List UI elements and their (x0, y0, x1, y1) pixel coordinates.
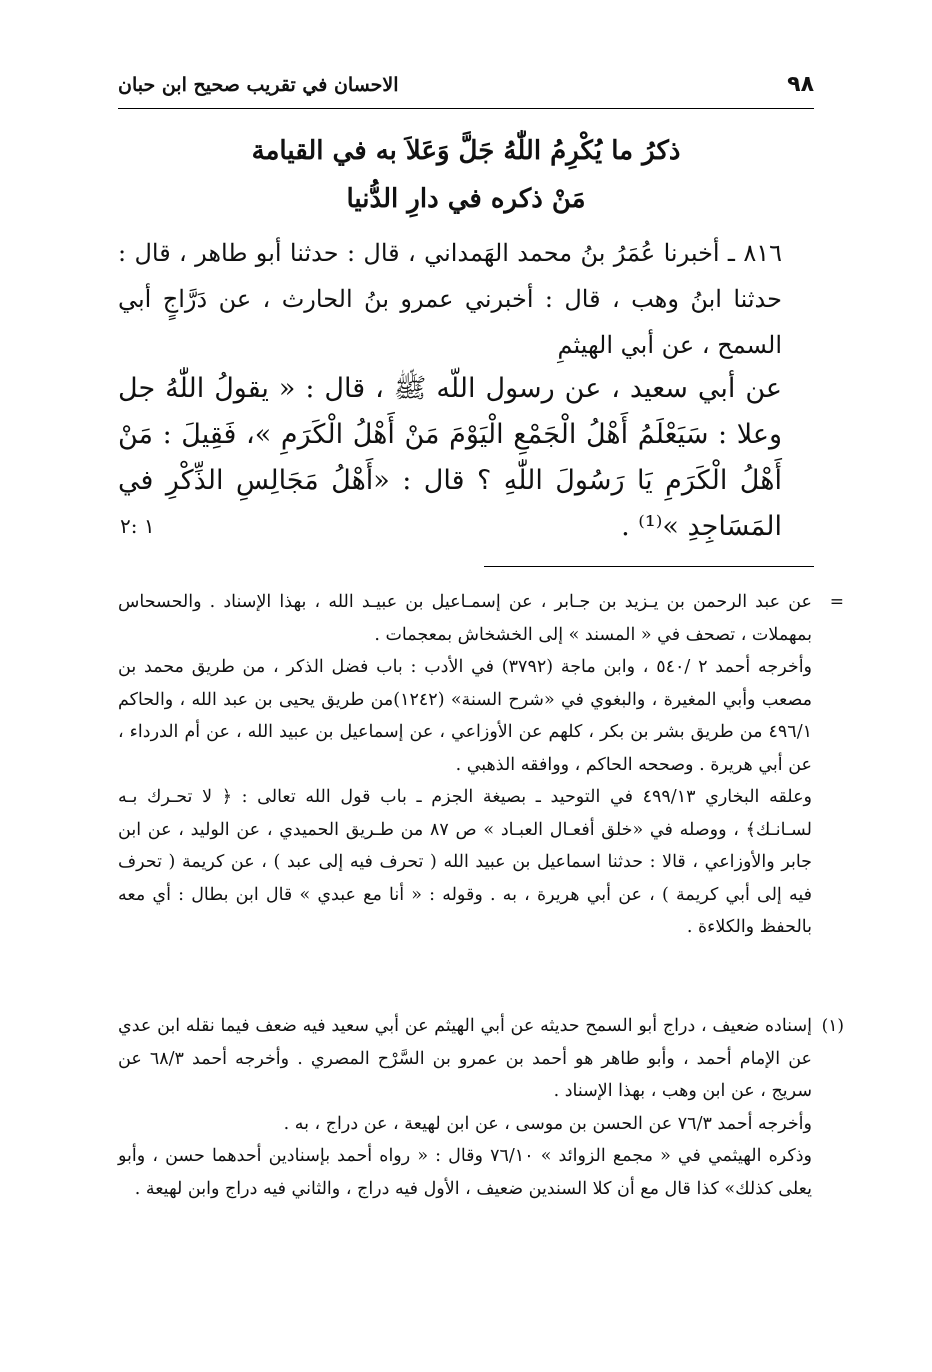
running-title: الاحسان في تقريب صحيح ابن حبان (118, 74, 399, 96)
chapter-title-line-1: ذكرُ ما يُكْرِمُ اللّٰهُ جَلَّ وَعَلاَ به في القيامة (251, 136, 681, 166)
footnote-1-marker: (١) (821, 1016, 844, 1036)
footnote-paragraph: وعلقه البخاري ٤٩٩/١٣ في التوحيد ـ بصيغة الجزم ـ باب قول الله تعالى : ﴿ لا تحـرك بـه لسـانـك﴾ ، ووصله في «خلق أفعـال العبـاد » ص ٨٧ من طـريق الحميدي ، عن الوليد ، عن ابن جابر والأوزاعي ، قالا : حدثنا اسماعيل بن عبيد الله ( تحرف فيه إلى عبد ) ، عن كريمة ( تحرف فيه إلى أبي كريمة ) ، عن أبي هريرة ، به . وقوله : « أنا مع عبدي » قال ابن بطال : أي معه بالحفظ والكلاءة . (118, 787, 813, 937)
footnote-paragraph: إسناده ضعيف ، دراج أبو السمح حديثه عن أبي الهيثم عن أبي سعيد فيه ضعف فيما نقله ابن عدي عن الإمام أحمد ، وأبو طاهر هو أحمد بن عمرو بن السَّرْح المصري . وأخرجه أحمد ٦٨/٣ عن سريج ، عن ابن وهب ، بهذا الإسناد . (118, 1016, 812, 1101)
hadith-text: عن أبي سعيد ، عن رسول اللّه ﷺ ، قال : « يقولُ اللّٰهُ جل وعلا : سَيَعْلَمُ أَهْلُ الْجَمْعِ الْيَوْمَ مَنْ أَهْلُ الْكَرَمِ »، فَقِيلَ : مَنْ أَهْلُ الْكَرَمِ يَا رَسُولَ اللّٰهِ ؟ قال : «أَهْلُ مَجَالِسِ الذِّكْرِ في المَسَاجِدِ »⁽¹⁾ . (118, 373, 782, 542)
hadith-chain: ٨١٦ ـ أخبرنا عُمَرُ بنُ محمد الهَمداني ، قال : حدثنا أبو طاهر ، قال : حدثنا ابنُ وهب ، قال : أخبرني عمرو بنُ الحارث ، عن دَرَّاجٍ أبي السمح ، عن أبي الهيثمِ (118, 239, 782, 359)
footnote-paragraph: وأخرجه أحمد ٧٦/٣ عن الحسن بن موسى ، عن ابن لهيعة ، عن دراج ، به . (283, 1113, 812, 1134)
continuation-mark: = (829, 592, 844, 612)
footnote-1 (118, 1010, 844, 1205)
header-rule (118, 108, 814, 109)
footnote-rule (484, 566, 814, 567)
footnote-paragraph: عن عبد الرحمن بن يـزيد بن جـابر ، عن إسمـاعيل بن عبيـد الله ، بهذا الإسناد . والحسحاس بمهملات ، تصحف في « المسند » إلى الخشخاش بمعجمات . (118, 592, 812, 645)
reference-number: ١ :٢ (120, 514, 155, 538)
footnote-paragraph: وذكره الهيثمي في « مجمع الزوائد » ٧٦/١٠ وقال : « رواه أحمد بإسنادين أحدهما حسن ، وأبو يعلى كذلك» كذا قال مع أن كلا السندين ضعيف ، الأول فيه دراج ، والثاني فيه دراج وابن لهيعة . (118, 1146, 812, 1199)
page-number: ٩٨ (787, 72, 814, 97)
chapter-title-line-2: مَنْ ذكره في دارِ الدُّنيا (346, 184, 586, 214)
page-header (118, 70, 814, 102)
footnote-continuation (118, 586, 844, 944)
footnote-paragraph: وأخرجه أحمد ٢ /٥٤٠ ، وابن ماجة (٣٧٩٢) في الأدب : باب فضل الذكر ، من طريق محمد بن مصعب وأبي المغيرة ، والبغوي في «شرح السنة» (١٢٤٢)من طريق يحيى بن عبد الله ، والحاكم ٤٩٦/١ من طريق بشر بن بكر ، كلهم عن الأوزاعي ، عن إسماعيل بن عبيد الله ، عن أم الدرداء ، عن أبي هريرة . وصححه الحاكم ، ووافقه الذهبي . (118, 657, 813, 775)
